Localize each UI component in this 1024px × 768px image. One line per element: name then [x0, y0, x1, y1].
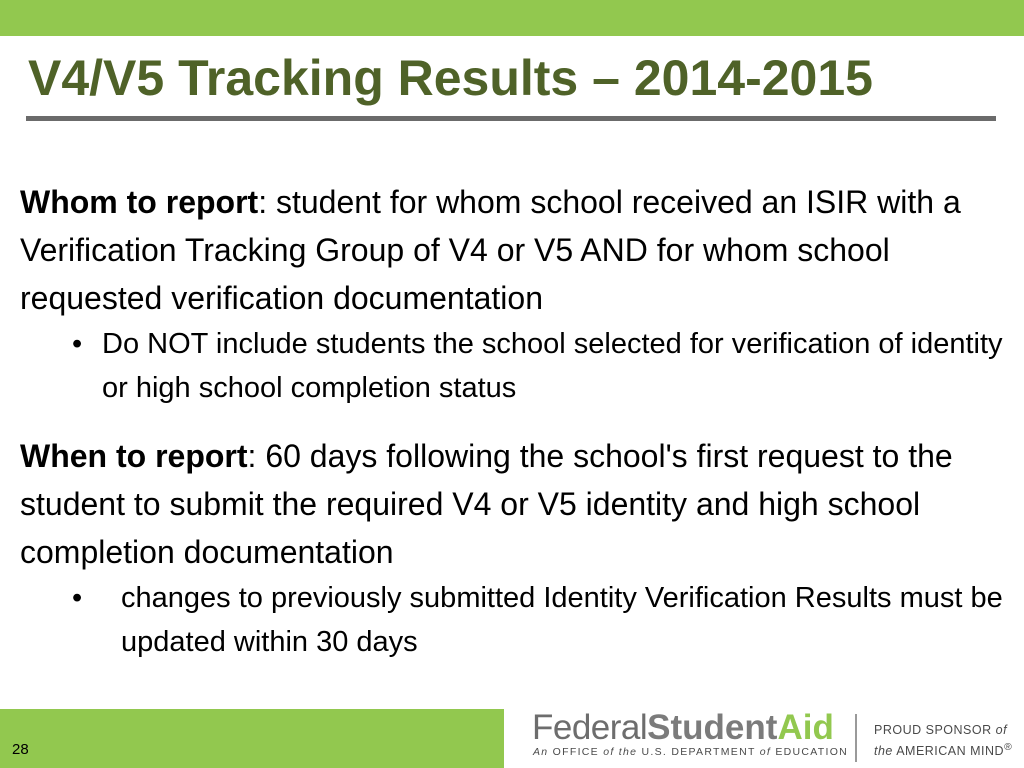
slide-body [20, 178, 1010, 664]
footer-green-band [0, 709, 504, 768]
when-label: When to report [20, 438, 248, 474]
when-bullet-text: changes to previously submitted Identity Verification Results must be updated within 30 days [121, 582, 1003, 658]
slide-title: V4/V5 Tracking Results – 2014-2015 [28, 50, 873, 106]
whom-paragraph [20, 178, 1010, 322]
logo-wordmark [532, 708, 834, 748]
bullet-dot: • [72, 582, 83, 614]
whom-bullet-text: Do NOT include students the school selected for verification of identity or high school completion status [102, 328, 1003, 404]
sponsor-text: PROUD SPONSOR of the AMERICAN MIND® [874, 723, 1013, 759]
federal-student-aid-logo [532, 708, 1022, 768]
whom-text: student for whom school received an ISIR with a Verification Tracking Group of V4 or V5 AND for whom school requested verification documentation [20, 184, 961, 316]
logo-student: Student [647, 708, 778, 747]
logo-divider [855, 714, 857, 762]
whom-bullet [20, 322, 1010, 410]
logo-aid: Aid [777, 708, 834, 747]
whom-separator: : [258, 184, 276, 220]
bullet-dot: • [72, 328, 83, 360]
page-number: 28 [12, 741, 29, 758]
when-paragraph [20, 432, 1010, 576]
when-separator: : [247, 438, 266, 474]
top-accent-bar [0, 0, 1024, 36]
logo-federal: Federal [532, 708, 648, 747]
when-text: 60 days following the school's first request to the student to submit the required V4 or V5 identity and high school completion documentation [20, 438, 953, 570]
whom-label: Whom to report [20, 184, 259, 220]
when-bullet [20, 576, 1010, 664]
title-underline [26, 116, 996, 121]
logo-tagline: An OFFICE of the U.S. DEPARTMENT of EDUCATION [533, 746, 849, 758]
